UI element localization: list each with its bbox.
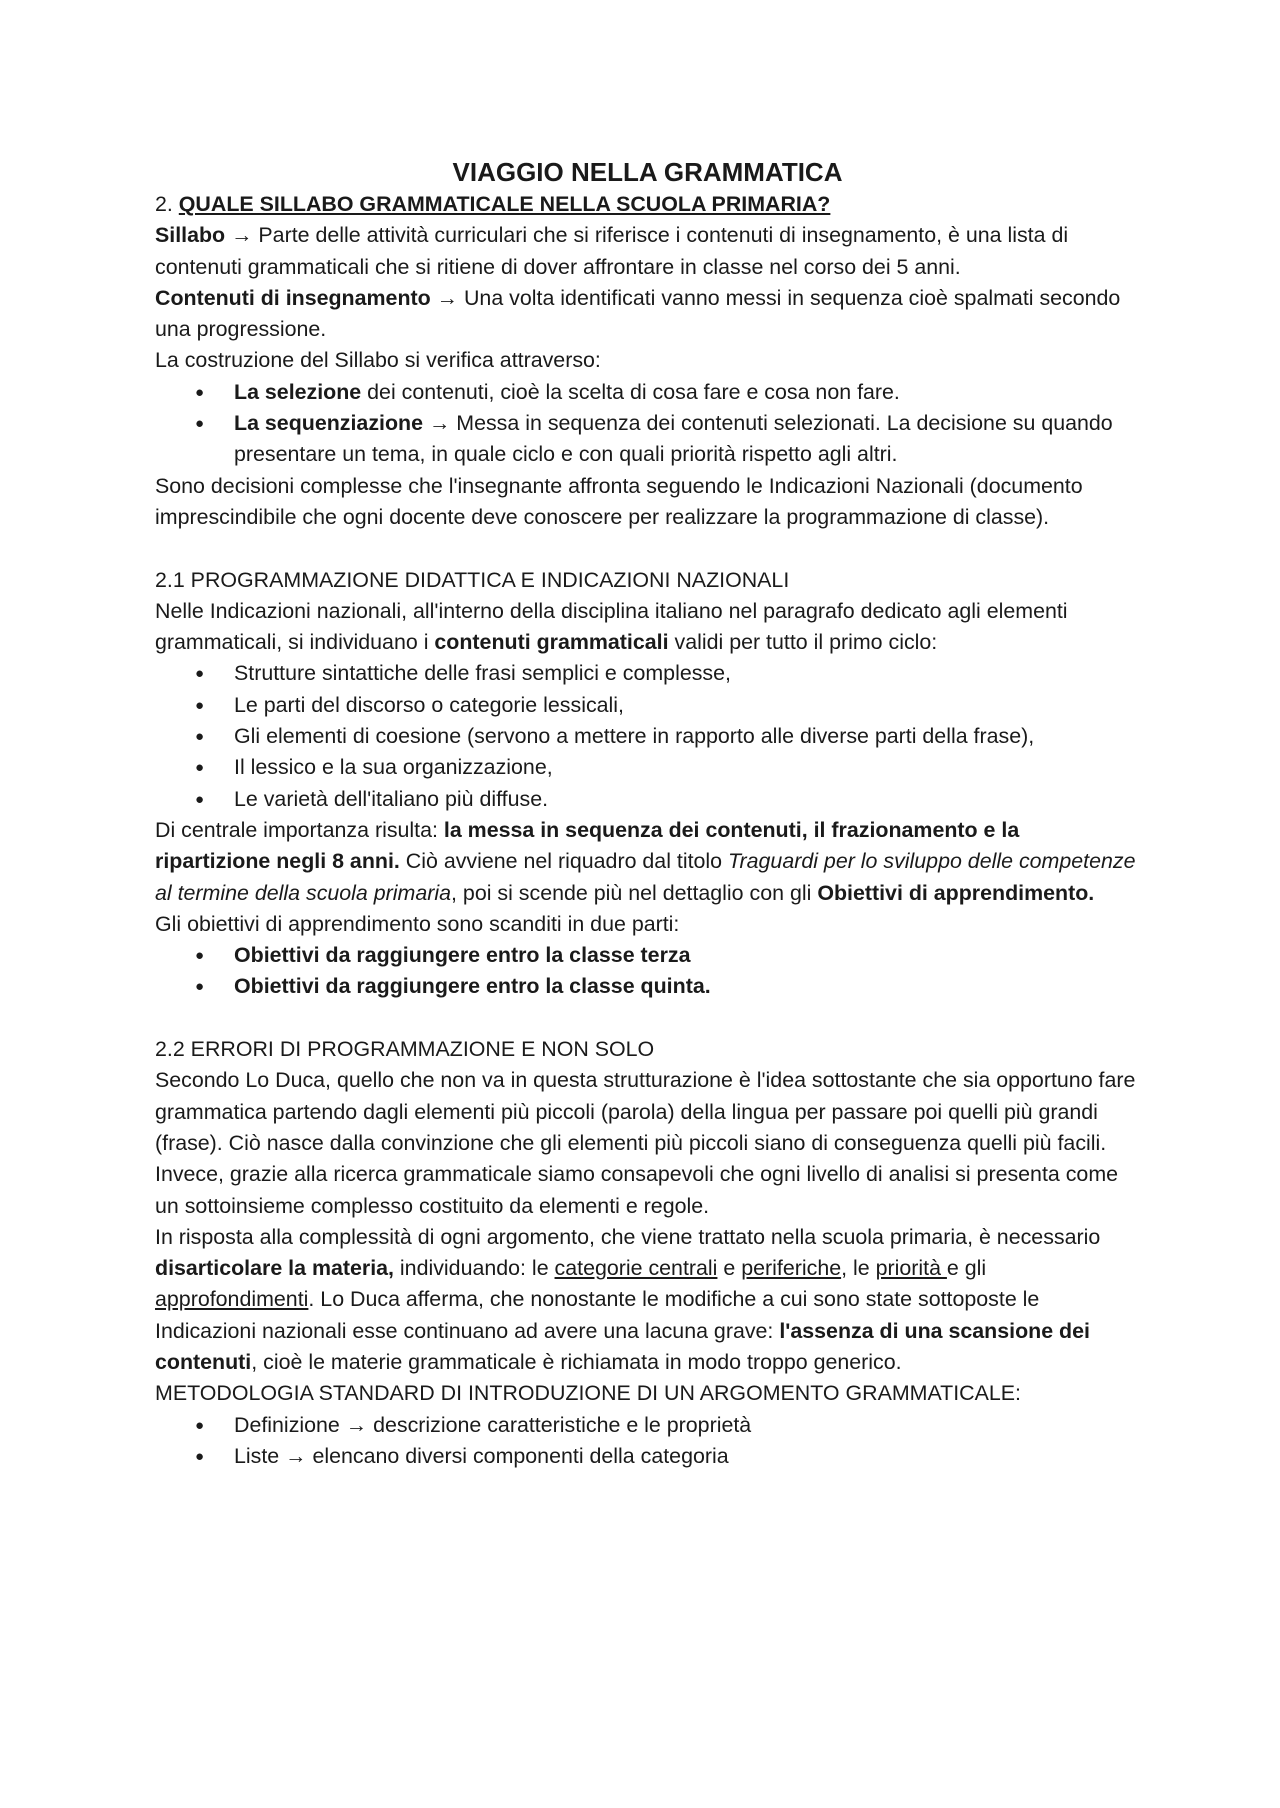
list-item: ● Strutture sintattiche delle frasi semplici e complesse, xyxy=(155,658,1140,689)
section-2-1-heading: 2.1 PROGRAMMAZIONE DIDATTICA E INDICAZIONI NAZIONALI xyxy=(155,567,790,592)
list-item: ● Gli elementi di coesione (servono a mettere in rapporto alle diverse parti della frase), xyxy=(155,721,1140,752)
paragraph: METODOLOGIA STANDARD DI INTRODUZIONE DI UN ARGOMENTO GRAMMATICALE: xyxy=(155,1381,1022,1406)
paragraph: Nelle Indicazioni nazionali, all'interno della disciplina italiano nel paragrafo dedicato agli elementi grammaticali, si individuano i contenuti grammaticali validi per tutto il primo ciclo: xyxy=(155,598,1068,655)
document-title: VIAGGIO NELLA GRAMMATICA xyxy=(452,157,843,187)
list-item: ● La selezione dei contenuti, cioè la scelta di cosa fare e cosa non fare. xyxy=(155,377,1140,408)
document-page xyxy=(155,155,1140,1472)
paragraph: In risposta alla complessità di ogni argomento, che viene trattato nella scuola primaria, è necessario disarticolare la materia, individuando: le categorie centrali e periferiche, le priorità e gli approfondimenti. Lo Duca afferma, che nonostante le modifiche a cui sono state sottoposte le Indicazioni nazionali esse continuano ad avere una lacuna grave: l'assenza di una scansione dei contenuti, cioè le materie grammaticale è richiamata in modo troppo generico. xyxy=(155,1224,1101,1374)
bullet-list xyxy=(155,658,1140,814)
list-item: ● Le parti del discorso o categorie lessicali, xyxy=(155,690,1140,721)
contenuti-definition: Contenuti di insegnamento → Una volta identificati vanno messi in sequenza cioè spalmati secondo una progressione. xyxy=(155,285,1121,342)
paragraph: Gli obiettivi di apprendimento sono scanditi in due parti: xyxy=(155,911,680,936)
list-item: ● Obiettivi da raggiungere entro la classe terza xyxy=(155,940,1140,971)
paragraph: La costruzione del Sillabo si verifica attraverso: xyxy=(155,348,601,373)
section-2-heading: 2. QUALE SILLABO GRAMMATICALE NELLA SCUOLA PRIMARIA? xyxy=(155,192,831,216)
list-item: ● Liste → elencano diversi componenti della categoria xyxy=(155,1441,1140,1472)
list-item: ● Obiettivi da raggiungere entro la classe quinta. xyxy=(155,971,1140,1002)
paragraph: Sono decisioni complesse che l'insegnante affronta seguendo le Indicazioni Nazionali (documento imprescindibile che ogni docente deve conoscere per realizzare la programmazione di classe). xyxy=(155,473,1083,529)
list-item: ● La sequenziazione → Messa in sequenza dei contenuti selezionati. La decisione su quando presentare un tema, in quale ciclo e con quali priorità rispetto agli altri. xyxy=(155,408,1140,471)
list-item: ● Le varietà dell'italiano più diffuse. xyxy=(155,784,1140,815)
list-item: ● Definizione → descrizione caratteristiche e le proprietà xyxy=(155,1410,1140,1441)
bullet-list xyxy=(155,940,1140,1003)
sillabo-definition: Sillabo → Parte delle attività curriculari che si riferisce i contenuti di insegnamento, è una lista di contenuti grammaticali che si ritiene di dover affrontare in classe nel corso dei 5 anni. xyxy=(155,223,1069,279)
paragraph: Secondo Lo Duca, quello che non va in questa strutturazione è l'idea sottostante che sia opportuno fare grammatica partendo dagli elementi più piccoli (parola) della lingua per passare poi quelli più grandi (frase). Ciò nasce dalla convinzione che gli elementi più piccoli siano di conseguenza quelli più facili. xyxy=(155,1068,1136,1155)
paragraph: Di centrale importanza risulta: la messa in sequenza dei contenuti, il frazionamento e la ripartizione negli 8 anni. Ciò avviene nel riquadro dal titolo Traguardi per lo sviluppo delle competenze al termine della scuola primaria, poi si scende più nel dettaglio con gli Obiettivi di apprendimento. xyxy=(155,817,1136,905)
paragraph: Invece, grazie alla ricerca grammaticale siamo consapevoli che ogni livello di analisi si presenta come un sottoinsieme complesso costituito da elementi e regole. xyxy=(155,1162,1119,1218)
list-item: ● Il lessico e la sua organizzazione, xyxy=(155,752,1140,783)
section-2-2-heading: 2.2 ERRORI DI PROGRAMMAZIONE E NON SOLO xyxy=(155,1037,655,1062)
bullet-list xyxy=(155,1410,1140,1473)
bullet-list xyxy=(155,377,1140,471)
